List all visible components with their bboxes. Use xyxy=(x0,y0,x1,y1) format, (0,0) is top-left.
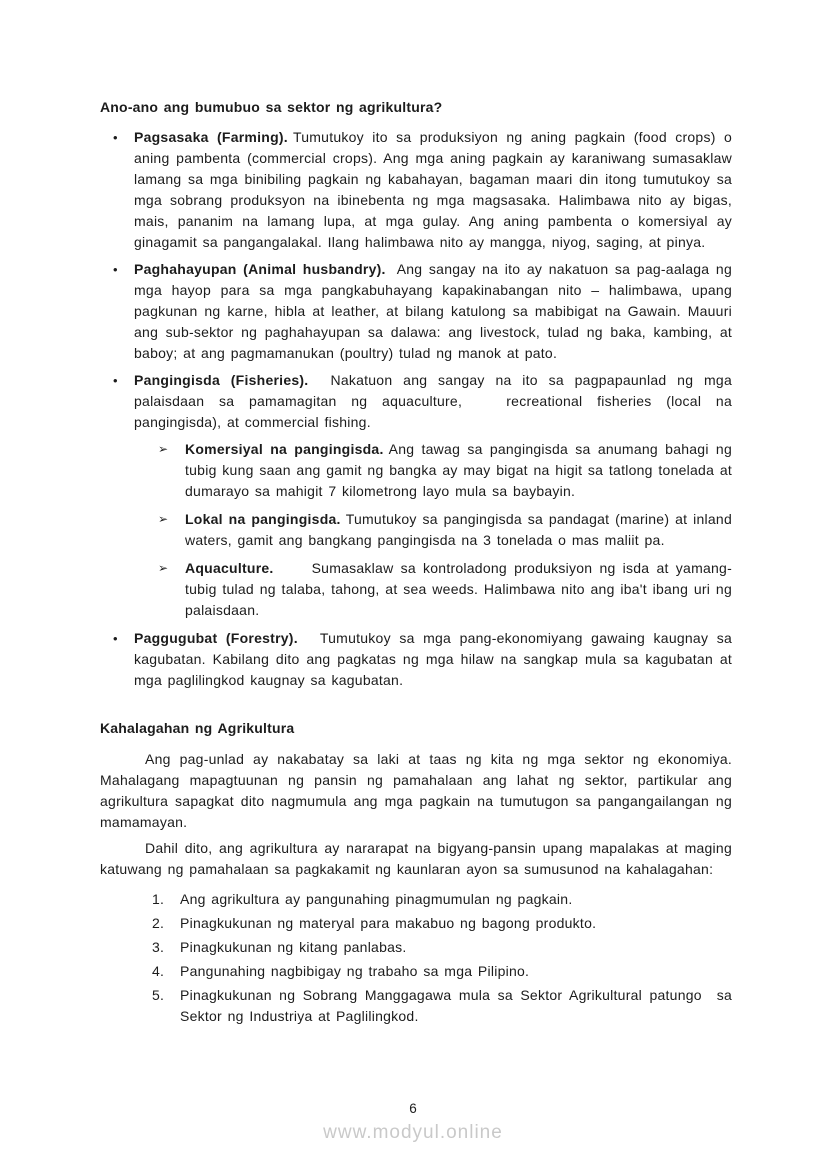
page-number: 6 xyxy=(409,1101,417,1116)
sub-bullet-lead: Komersiyal na pangingisda. xyxy=(185,441,384,457)
sub-bullet-text xyxy=(185,439,732,502)
list-number: 4. xyxy=(152,963,165,979)
list-number: 3. xyxy=(152,939,165,955)
list-item xyxy=(100,985,732,1027)
list-number: 5. xyxy=(152,987,165,1003)
bullet-body: Tumutukoy sa mga pang-ekonomiyang gawaing kaugnay sa kagubatan. Kabilang dito ang pagkatas ng mga hilaw na sangkap mula sa kagubatan at mga paglilingkod kaugnay sa kagubatan. xyxy=(134,630,732,688)
list-item xyxy=(100,937,732,958)
document-content xyxy=(100,97,732,1030)
bullet-body: Tumutukoy ito sa produksiyon ng aning pagkain (food crops) o aning pambenta (commercial crops). Ang mga aning pagkain ay karaniwang sumasaklaw lamang sa mga binibiling pagkain ng kabahayan, bagaman maari din itong tumutukoy sa mga sobrang produksyon na ibinebenta ng mga magsasaka. Halimbawa nito ay bigas, mais, pananim na lamang lupa, at mga gulay. Ang aning pambenta o komersiyal ay ginagamit sa pangangalakal. Ilang halimbawa nito ay mangga, niyog, saging, at pinya. xyxy=(134,129,732,250)
list-item-text: Pangunahing nagbibigay ng trabaho sa mga Pilipino. xyxy=(180,963,530,979)
sub-bullet-body: Tumutukoy sa pangingisda sa pandagat (marine) at inland waters, gamit ang bangkang pangingisda na 3 tonelada o mas maliit pa. xyxy=(185,511,732,548)
sub-bullet-item-aquaculture xyxy=(100,558,732,621)
arrow-bullet-icon: ➢ xyxy=(158,512,169,526)
page-title: Ano-ano ang bumubuo sa sektor ng agrikultura? xyxy=(100,99,443,115)
bullet-icon: • xyxy=(113,130,118,145)
bullet-icon: • xyxy=(113,373,118,388)
list-item-text: Ang agrikultura ay pangunahing pinagmumulan ng pagkain. xyxy=(180,891,573,907)
bullet-text xyxy=(134,628,732,691)
list-item-text: Pinagkukunan ng materyal para makabuo ng bagong produkto. xyxy=(180,915,597,931)
list-item-text: Pinagkukunan ng Sobrang Manggagawa mula sa Sektor Agrikultural patungo sa Sektor ng Industriya at Paglilingkod. xyxy=(180,987,732,1024)
section-heading-kahalagahan: Kahalagahan ng Agrikultura xyxy=(100,720,295,736)
list-item xyxy=(100,889,732,910)
watermark: www.modyul.online xyxy=(323,1122,503,1143)
bullet-text xyxy=(134,370,732,433)
arrow-bullet-icon: ➢ xyxy=(158,561,169,575)
sub-bullet-lead: Lokal na pangingisda. xyxy=(185,511,341,527)
bullet-lead: Paghahayupan (Animal husbandry). xyxy=(134,261,386,277)
bullet-body: Nakatuon ang sangay na ito sa pagpapaunlad ng mga palaisdaan sa pamamagitan ng aquaculture, recreational fisheries (local na pangingisda), at commercial fishing. xyxy=(134,372,732,430)
list-number: 2. xyxy=(152,915,165,931)
list-number: 1. xyxy=(152,891,165,907)
bullet-lead: Pagsasaka (Farming). xyxy=(134,129,288,145)
bullet-text xyxy=(134,127,732,253)
bullet-icon: • xyxy=(113,631,118,646)
bullet-lead: Paggugubat (Forestry). xyxy=(134,630,298,646)
bullet-lead: Pangingisda (Fisheries). xyxy=(134,372,309,388)
arrow-bullet-icon: ➢ xyxy=(158,442,169,456)
bullet-item-paghahayupan xyxy=(100,259,732,364)
sub-bullet-text xyxy=(185,558,732,621)
numbered-list xyxy=(100,889,732,1027)
bullet-item-paggugubat xyxy=(100,628,732,691)
bullet-item-pagsasaka xyxy=(100,127,732,253)
list-item xyxy=(100,913,732,934)
bullet-body: Ang sangay na ito ay nakatuon sa pag-aalaga ng mga hayop para sa mga pangkabuhayang kapakinabangan nito – halimbawa, upang pagkunan ng karne, hibla at leather, at bilang katulong sa mabibigat na Gawain. Mauuri ang sub-sektor ng paghahayupan sa dalawa: ang livestock, tulad ng baka, kambing, at baboy; at ang pagmamanukan (poultry) tulad ng manok at pato. xyxy=(134,261,732,361)
bullet-item-pangingisda xyxy=(100,370,732,433)
list-item-text: Pinagkukunan ng kitang panlabas. xyxy=(180,939,407,955)
sub-bullet-lead: Aquaculture. xyxy=(185,560,274,576)
sub-bullet-text xyxy=(185,509,732,551)
bullet-icon: • xyxy=(113,262,118,277)
paragraph: Ang pag-unlad ay nakabatay sa laki at taas ng kita ng mga sektor ng ekonomiya. Mahalagang mapagtuunan ng pansin ng pamahalaan ang lahat ng sektor, partikular ang agrikultura sapagkat dito nagmumula ang mga pagkain na tumutugon sa pangangailangan ng mamamayan. xyxy=(100,751,732,830)
sub-bullet-body: Ang tawag sa pangingisda sa anumang bahagi ng tubig kung saan ang gamit ng bangka ay may bigat na higit sa tatlong tonelada at dumarayo sa mahigit 7 kilometrong layo mula sa baybayin. xyxy=(185,441,733,499)
list-item xyxy=(100,961,732,982)
sub-bullet-item-komersiyal xyxy=(100,439,732,502)
sub-bullet-item-lokal xyxy=(100,509,732,551)
bullet-text xyxy=(134,259,732,364)
sub-bullet-body: Sumasaklaw sa kontroladong produksiyon ng isda at yamang- tubig tulad ng talaba, tahong, at sea weeds. Halimbawa nito ang iba't ibang uri ng palaisdaan. xyxy=(185,560,732,618)
paragraph: Dahil dito, ang agrikultura ay nararapat na bigyang-pansin upang mapalakas at maging katuwang ng pamahalaan sa pagkakamit ng kaunlaran ayon sa sumusunod na kahalagahan: xyxy=(100,840,732,877)
